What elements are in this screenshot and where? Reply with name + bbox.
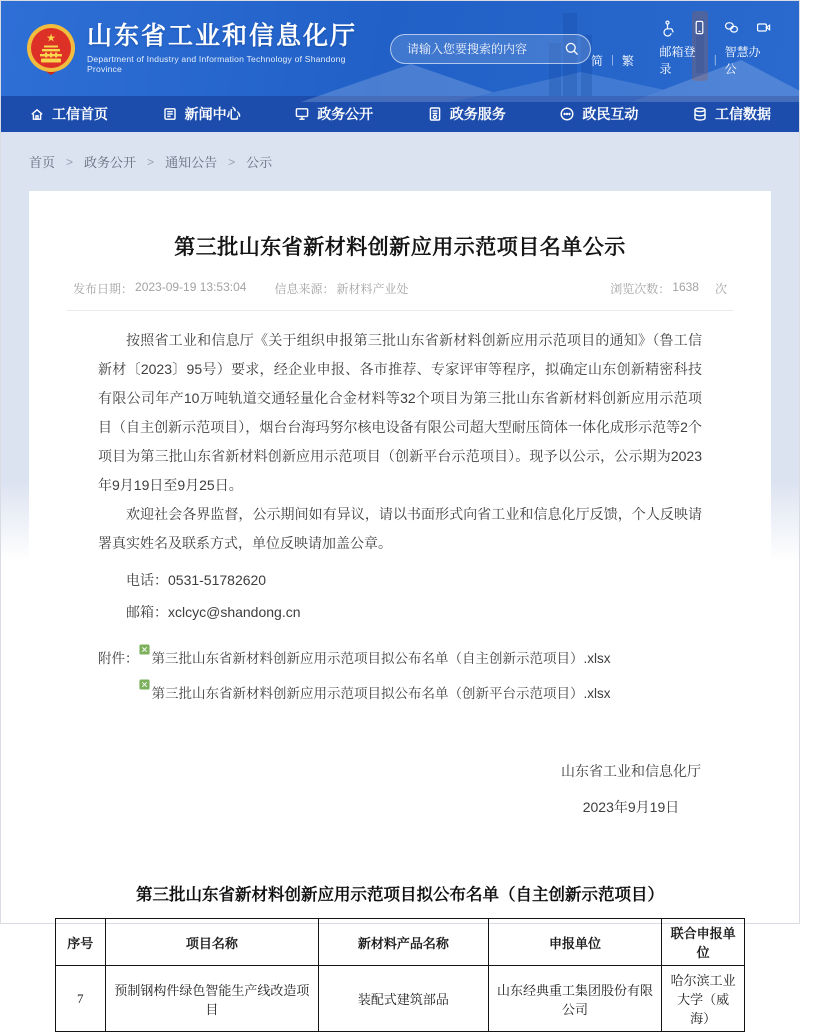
mobile-icon[interactable] (692, 20, 707, 35)
search-icon[interactable] (564, 41, 580, 57)
breadcrumb-item-disclosure[interactable]: 政务公开 (84, 155, 137, 170)
nav-item-news[interactable] (162, 104, 241, 124)
email-line (98, 602, 702, 622)
site-title: 山东省工业和信息化厅 (87, 22, 358, 51)
breadcrumb-item-notices[interactable]: 通知公告 (165, 155, 218, 170)
site-subtitle: Department of Industry and Information Technology of Shandong Province (87, 53, 346, 74)
nav-item-label: 政务公开 (317, 106, 374, 122)
meta-divider (67, 310, 733, 311)
attachments-label: 附件： (98, 651, 139, 666)
nav-item-service[interactable] (427, 104, 506, 124)
excel-file-icon (139, 644, 150, 655)
phone-value: 0531-51782620 (168, 572, 267, 588)
service-icon (427, 106, 443, 122)
nav-item-interaction[interactable] (559, 104, 638, 124)
svg-text:★: ★ (46, 32, 56, 44)
attachments (98, 648, 702, 705)
brand (25, 23, 376, 75)
table-header-cell: 序号 (56, 919, 106, 966)
news-icon (162, 106, 178, 122)
breadcrumb (1, 132, 799, 191)
table-header-row (56, 919, 745, 966)
main-nav (1, 96, 799, 132)
article-paragraph: 欢迎社会各界监督，公示期间如有异议，请以书面形式向省工业和信息化厅反馈，个人反映请署真实姓名及联系方式，单位反映请加盖公章。 (98, 506, 702, 551)
table-row (56, 966, 745, 1032)
info-source-label: 信息来源： (274, 282, 335, 296)
view-count-label: 浏览次数： (610, 282, 671, 296)
nav-item-disclosure[interactable] (294, 104, 373, 124)
national-emblem-icon (25, 23, 77, 75)
table-header-cell: 申报单位 (488, 919, 662, 966)
view-count (610, 280, 727, 297)
phone-line (98, 570, 702, 590)
data-icon (692, 106, 708, 122)
nav-item-home[interactable] (29, 104, 108, 124)
table-cell-project: 预制钢构件绿色智能生产线改造项目 (105, 966, 319, 1032)
phone-label: 电话： (126, 572, 168, 588)
view-count-value: 1638 (672, 280, 699, 294)
attachment-link[interactable] (139, 648, 611, 670)
breadcrumb-separator: > (147, 154, 155, 169)
attachment-file-name: 第三批山东省新材料创新应用示范项目拟公布名单（自主创新示范项目）.xlsx (151, 651, 611, 666)
article-body (98, 326, 702, 558)
table-cell-product: 装配式建筑部品 (319, 966, 488, 1032)
disclosure-icon (294, 106, 310, 122)
table-cell-partner: 哈尔滨工业大学（威海） (662, 966, 745, 1032)
breadcrumb-separator: > (66, 154, 74, 169)
signature-org: 山东省工业和信息化厅 (561, 763, 701, 779)
accessibility-icon[interactable] (660, 20, 675, 35)
signature-block (561, 761, 701, 817)
article-paragraph: 按照省工业和信息厅《关于组织申报第三批山东省新材料创新应用示范项目的通知》（鲁工信新材〔2023〕95号）要求，经企业申报、各市推荐、专家评审等程序，拟确定山东创新精密科技有限公司年产10万吨轨道交通轻量化合金材料等32个项目为第三批山东省新材料创新应用示范项目（自主创新示范项目），烟台台海玛努尔核电设备有限公司超大型耐压筒体一体化成形示范等2个项目为第三批山东省新材料创新应用示范项目（创新平台示范项目）。现予以公示，公示期为2023年9月19日至9月25日。 (98, 332, 702, 493)
smart-office-link[interactable]: 智慧办公 (724, 45, 761, 76)
email-value: xclcyc@shandong.cn (168, 604, 301, 620)
lang-traditional-link[interactable]: 繁 (621, 53, 634, 68)
nav-item-data[interactable] (692, 104, 771, 124)
project-table (55, 918, 745, 1032)
lang-simplified-link[interactable]: 简 (590, 53, 603, 68)
interaction-icon (559, 106, 575, 122)
signature (99, 761, 701, 817)
article-title: 第三批山东省新材料创新应用示范项目名单公示 (174, 236, 626, 259)
article-meta-left (73, 280, 408, 297)
breadcrumb-item-home[interactable]: 首页 (29, 155, 56, 170)
nav-item-label: 政务服务 (449, 106, 506, 122)
header-quick-area (591, 20, 771, 77)
breadcrumb-item-current: 公示 (246, 155, 273, 170)
view-count-unit: 次 (714, 282, 727, 296)
site-header (1, 1, 799, 96)
table-header-cell: 新材料产品名称 (319, 919, 488, 966)
table-cell-applicant: 山东经典重工集团股份有限公司 (488, 966, 662, 1032)
search-input[interactable] (405, 41, 564, 57)
table-header-cell: 联合申报单位 (662, 919, 745, 966)
nav-item-label: 新闻中心 (184, 106, 241, 122)
article (1, 191, 799, 817)
divider: | (610, 54, 614, 66)
nav-item-label: 工信首页 (52, 106, 108, 122)
excel-file-icon (139, 679, 150, 690)
title-block (87, 23, 376, 74)
table-section (1, 881, 799, 1032)
home-icon (29, 106, 45, 122)
header-icon-row (660, 20, 771, 35)
camera-icon[interactable] (756, 20, 771, 35)
header-link-row (591, 43, 771, 77)
publish-date-value: 2023-09-19 13:53:04 (135, 280, 247, 294)
nav-item-label: 工信数据 (714, 106, 771, 122)
wechat-icon[interactable] (724, 20, 739, 35)
breadcrumb-separator: > (228, 154, 236, 169)
info-source (274, 280, 408, 297)
publish-date (73, 280, 246, 297)
publish-date-label: 发布日期： (73, 282, 134, 296)
attachment-link[interactable] (139, 683, 611, 705)
mail-login-link[interactable]: 邮箱登录 (659, 45, 696, 76)
divider: | (713, 54, 717, 66)
search-box (390, 34, 591, 64)
attachment-list (139, 648, 611, 705)
table-title: 第三批山东省新材料创新应用示范项目拟公布名单（自主创新示范项目） (136, 886, 664, 904)
table-cell-seq: 7 (56, 966, 106, 1032)
article-meta (73, 280, 727, 297)
signature-date: 2023年9月19日 (582, 799, 680, 815)
nav-item-label: 政民互动 (582, 106, 639, 122)
table-header-cell: 项目名称 (105, 919, 319, 966)
attachment-file-name: 第三批山东省新材料创新应用示范项目拟公布名单（创新平台示范项目）.xlsx (151, 686, 611, 701)
email-label: 邮箱： (126, 604, 168, 620)
info-source-value: 新材料产业处 (336, 282, 409, 296)
